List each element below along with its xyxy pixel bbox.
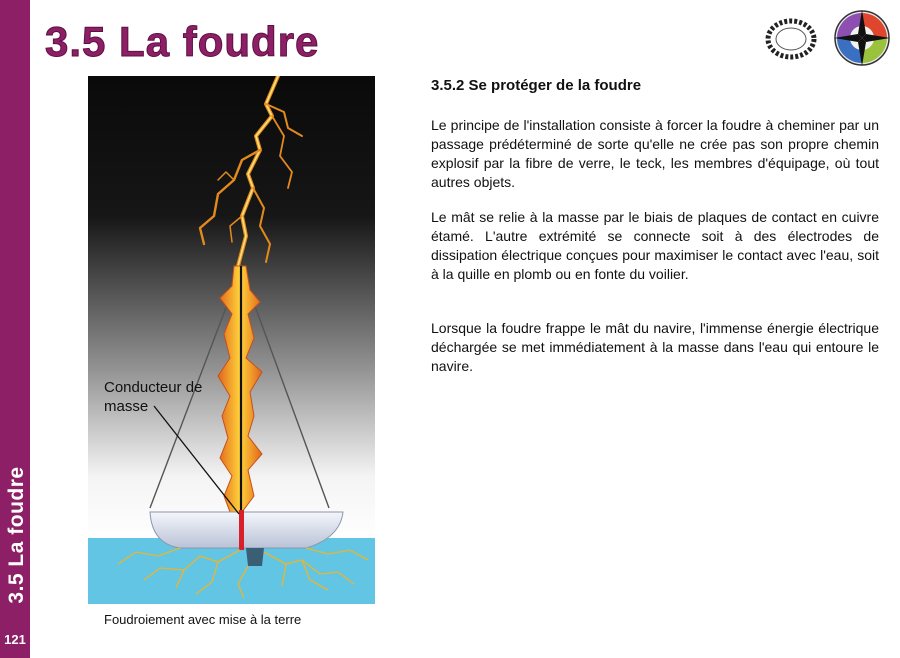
figure-caption: Foudroiement avec mise à la terre — [104, 612, 302, 627]
compass-ring-icon[interactable] — [765, 15, 817, 63]
keel — [246, 548, 264, 566]
paragraph-strike: Lorsque la foudre frappe le mât du navire, l'immense énergie électrique déchargée se met immédiatement à la masse dans l'eau qui entoure le navire. — [431, 320, 879, 374]
page-title: 3.5 La foudre — [45, 18, 320, 65]
callout-label: Conducteur de masse — [104, 379, 203, 415]
page-number: 121 — [4, 632, 26, 647]
paragraph-principle: Le principe de l'installation consiste à forcer la foudre à cheminer par un passage prédéterminé de sorte qu'elle ne crée pas son propre chemin explosif par la fibre de verre, le teck, les membres d'équipage, où tout autres objets. — [431, 117, 879, 190]
section-heading: 3.5.2 Se protéger de la foudre — [431, 77, 642, 94]
sidebar-title: 3.5 La foudre — [5, 466, 28, 604]
paragraph-mast-ground: Le mât se relie à la masse par le biais de plaques de contact en cuivre étamé. L'autre extrémité se connecte soit à des électrodes de dissipation électrique conçues pour maximiser le contact avec l'eau, soit à la quille en plomb ou en fonte du voilier. — [431, 209, 879, 282]
lightning-illustration — [88, 76, 375, 604]
ground-conductor — [239, 510, 244, 550]
compass-rose-icon[interactable] — [832, 8, 892, 68]
sidebar — [0, 0, 30, 658]
hull — [150, 512, 343, 548]
